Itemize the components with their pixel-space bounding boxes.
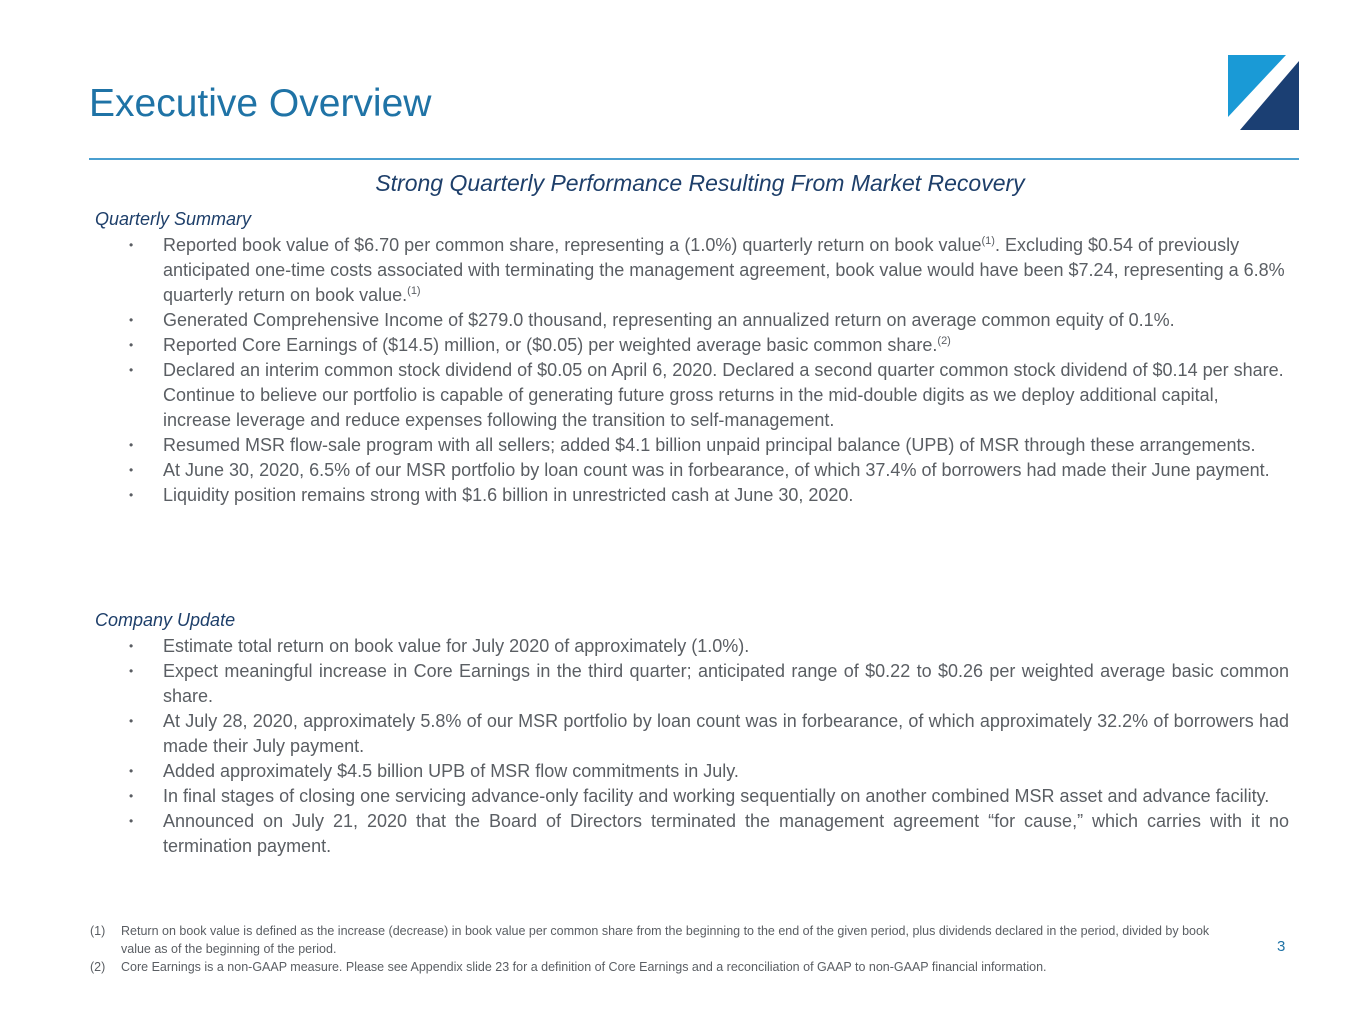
list-item: • In final stages of closing one servicing advance-only facility and working sequentially on another combined MSR asset and advance facility.	[127, 784, 1289, 809]
footnote-number: (2)	[90, 960, 106, 974]
list-item: • Declared an interim common stock dividend of $0.05 on April 6, 2020. Declared a second quarter common stock dividend of $0.14 per share. Continue to believe our portfolio is capable of generating future gross returns in the mid-double digits as we deploy additional capital, increase leverage and reduce expenses following the transition to self-management.	[129, 360, 1284, 430]
bullet-icon: •	[129, 789, 134, 803]
bullet-icon: •	[129, 338, 134, 352]
bullet-icon: •	[129, 363, 134, 377]
quarterly-summary-heading: Quarterly Summary	[95, 209, 252, 229]
list-item: • At July 28, 2020, approximately 5.8% of our MSR portfolio by loan count was in forbearance, of which approximately 32.2% of borrowers had made their July payment.	[129, 711, 1289, 756]
bullet-icon: •	[129, 639, 134, 653]
company-logo	[1228, 55, 1299, 130]
list-item: • Resumed MSR flow-sale program with all sellers; added $4.1 billion unpaid principal balance (UPB) of MSR through these arrangements.	[127, 433, 1289, 458]
footnotes	[90, 922, 1220, 976]
list-item: • Generated Comprehensive Income of $279.0 thousand, representing an annualized return on average common equity of 0.1%.	[127, 308, 1289, 333]
footnote	[90, 922, 1220, 958]
bullet-icon: •	[129, 313, 134, 327]
footnote-number: (1)	[90, 924, 106, 938]
list-item: • Expect meaningful increase in Core Earnings in the third quarter; anticipated range of $0.22 to $0.26 per weighted average basic common share.	[129, 661, 1289, 706]
bullet-icon: •	[129, 714, 134, 728]
page-title: Executive Overview	[89, 82, 432, 125]
list-item: • Added approximately $4.5 billion UPB of MSR flow commitments in July.	[127, 759, 1289, 784]
footnote	[90, 958, 1220, 976]
header-divider	[89, 158, 1299, 160]
list-item: • Reported book value of $6.70 per common share, representing a (1.0%) quarterly return on book value$^{(1)}$. Excluding $0.54 of previously anticipated one-time costs associated with terminating the management agreement, book value would have been $7.24, representing a 6.8% quarterly return on book value.$^{(1)}$	[129, 235, 1285, 305]
list-item: • Liquidity position remains strong with $1.6 billion in unrestricted cash at June 30, 2020.	[127, 483, 1289, 508]
footnote-text: Core Earnings is a non-GAAP measure. Please see Appendix slide 23 for a definition of Core Earnings and a reconciliation of GAAP to non-GAAP financial information.	[121, 960, 1047, 974]
quarterly-summary-list	[127, 233, 1289, 508]
list-item: • Estimate total return on book value for July 2020 of approximately (1.0%).	[127, 634, 1289, 659]
bullet-icon: •	[129, 463, 134, 477]
company-update-list	[127, 634, 1289, 859]
footnote-text: Return on book value is defined as the increase (decrease) in book value per common share from the beginning to the end of the given period, plus dividends declared in the period, divided by book value as of the beginning of the period.	[121, 924, 1210, 956]
page-number: 3	[1277, 938, 1286, 955]
bullet-icon: •	[129, 488, 134, 502]
list-item: • Reported Core Earnings of ($14.5) million, or ($0.05) per weighted average basic common share.$^{(2)}$	[127, 333, 1289, 358]
list-item: • Announced on July 21, 2020 that the Board of Directors terminated the management agreement “for cause,” which carries with it no termination payment.	[129, 811, 1289, 856]
list-item: • At June 30, 2020, 6.5% of our MSR portfolio by loan count was in forbearance, of which 37.4% of borrowers had made their June payment.	[127, 458, 1289, 483]
bullet-icon: •	[129, 238, 134, 252]
slide-subtitle: Strong Quarterly Performance Resulting From Market Recovery	[375, 170, 1025, 196]
bullet-icon: •	[129, 814, 134, 828]
bullet-icon: •	[129, 764, 134, 778]
bullet-icon: •	[129, 438, 134, 452]
company-update-heading: Company Update	[95, 610, 236, 630]
bullet-icon: •	[129, 664, 134, 678]
